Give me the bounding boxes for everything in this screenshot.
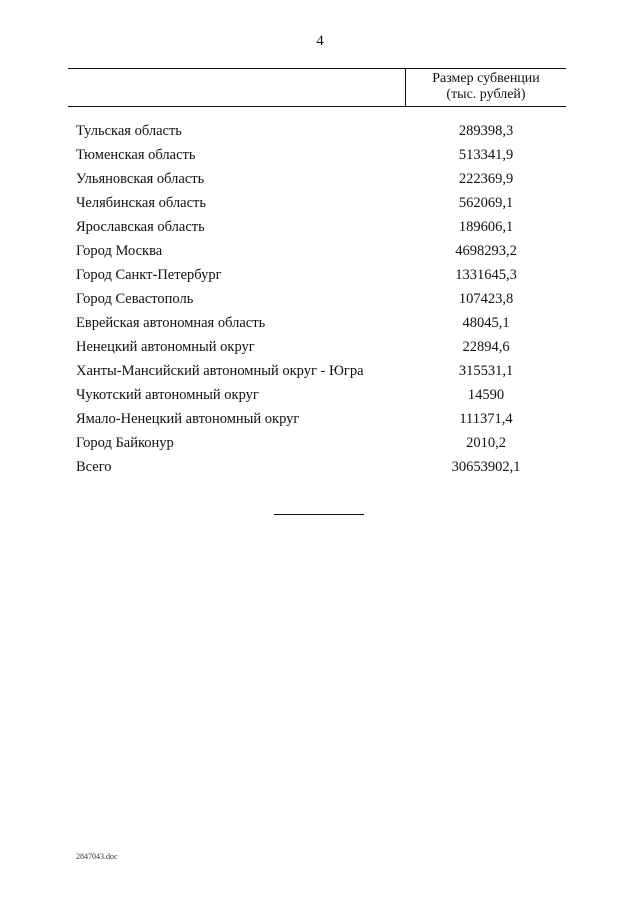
table-row (76, 265, 566, 289)
table-row (76, 313, 566, 337)
region-name: Город Байконур (76, 435, 174, 451)
subvention-value: 22894,6 (462, 339, 510, 355)
region-name: Ярославская область (76, 219, 205, 235)
total-label: Всего (76, 459, 112, 475)
subvention-value: 107423,8 (458, 291, 514, 307)
region-name: Город Москва (76, 243, 163, 259)
region-name: Тульская область (76, 123, 182, 139)
end-of-table-rule (274, 514, 364, 515)
header-line-2: (тыс. рублей) (446, 87, 526, 102)
table-row (76, 217, 566, 241)
table-row (76, 241, 566, 265)
subvention-value: 2010,2 (466, 435, 506, 451)
subvention-table-body (76, 121, 566, 481)
table-header (68, 68, 566, 107)
table-row (76, 409, 566, 433)
subvention-value: 513341,9 (458, 147, 514, 163)
total-value: 30653902,1 (451, 459, 521, 475)
table-row (76, 169, 566, 193)
document-code: 2847043.doc (76, 852, 118, 861)
table-row (76, 145, 566, 169)
subvention-size-column-header (406, 71, 566, 103)
subvention-value: 562069,1 (458, 195, 514, 211)
region-name: Город Санкт-Петербург (76, 267, 222, 283)
subvention-value: 289398,3 (458, 123, 514, 139)
region-name: Тюменская область (76, 147, 196, 163)
subvention-value: 1331645,3 (455, 267, 517, 283)
region-name: Город Севастополь (76, 291, 194, 307)
subvention-value: 189606,1 (458, 219, 514, 235)
total-row (76, 457, 566, 481)
subvention-value: 315531,1 (458, 363, 514, 379)
region-name: Ханты-Мансийский автономный округ - Югра (76, 363, 364, 379)
subvention-value: 111371,4 (459, 411, 513, 427)
table-row (76, 385, 566, 409)
region-name: Чукотский автономный округ (76, 387, 259, 403)
table-row (76, 289, 566, 313)
table-row (76, 337, 566, 361)
subvention-value: 4698293,2 (455, 243, 517, 259)
region-name: Ульяновская область (76, 171, 205, 187)
subvention-value: 48045,1 (462, 315, 510, 331)
table-row (76, 361, 566, 385)
header-line-1: Размер субвенции (432, 71, 540, 86)
subvention-value: 14590 (467, 387, 505, 403)
table-row (76, 193, 566, 217)
page-number: 4 (316, 33, 324, 49)
region-name: Челябинская область (76, 195, 206, 211)
table-row (76, 121, 566, 145)
region-name: Ненецкий автономный округ (76, 339, 255, 355)
region-name: Еврейская автономная область (76, 315, 266, 331)
subvention-value: 222369,9 (458, 171, 514, 187)
region-name: Ямало-Ненецкий автономный округ (76, 411, 300, 427)
table-row (76, 433, 566, 457)
